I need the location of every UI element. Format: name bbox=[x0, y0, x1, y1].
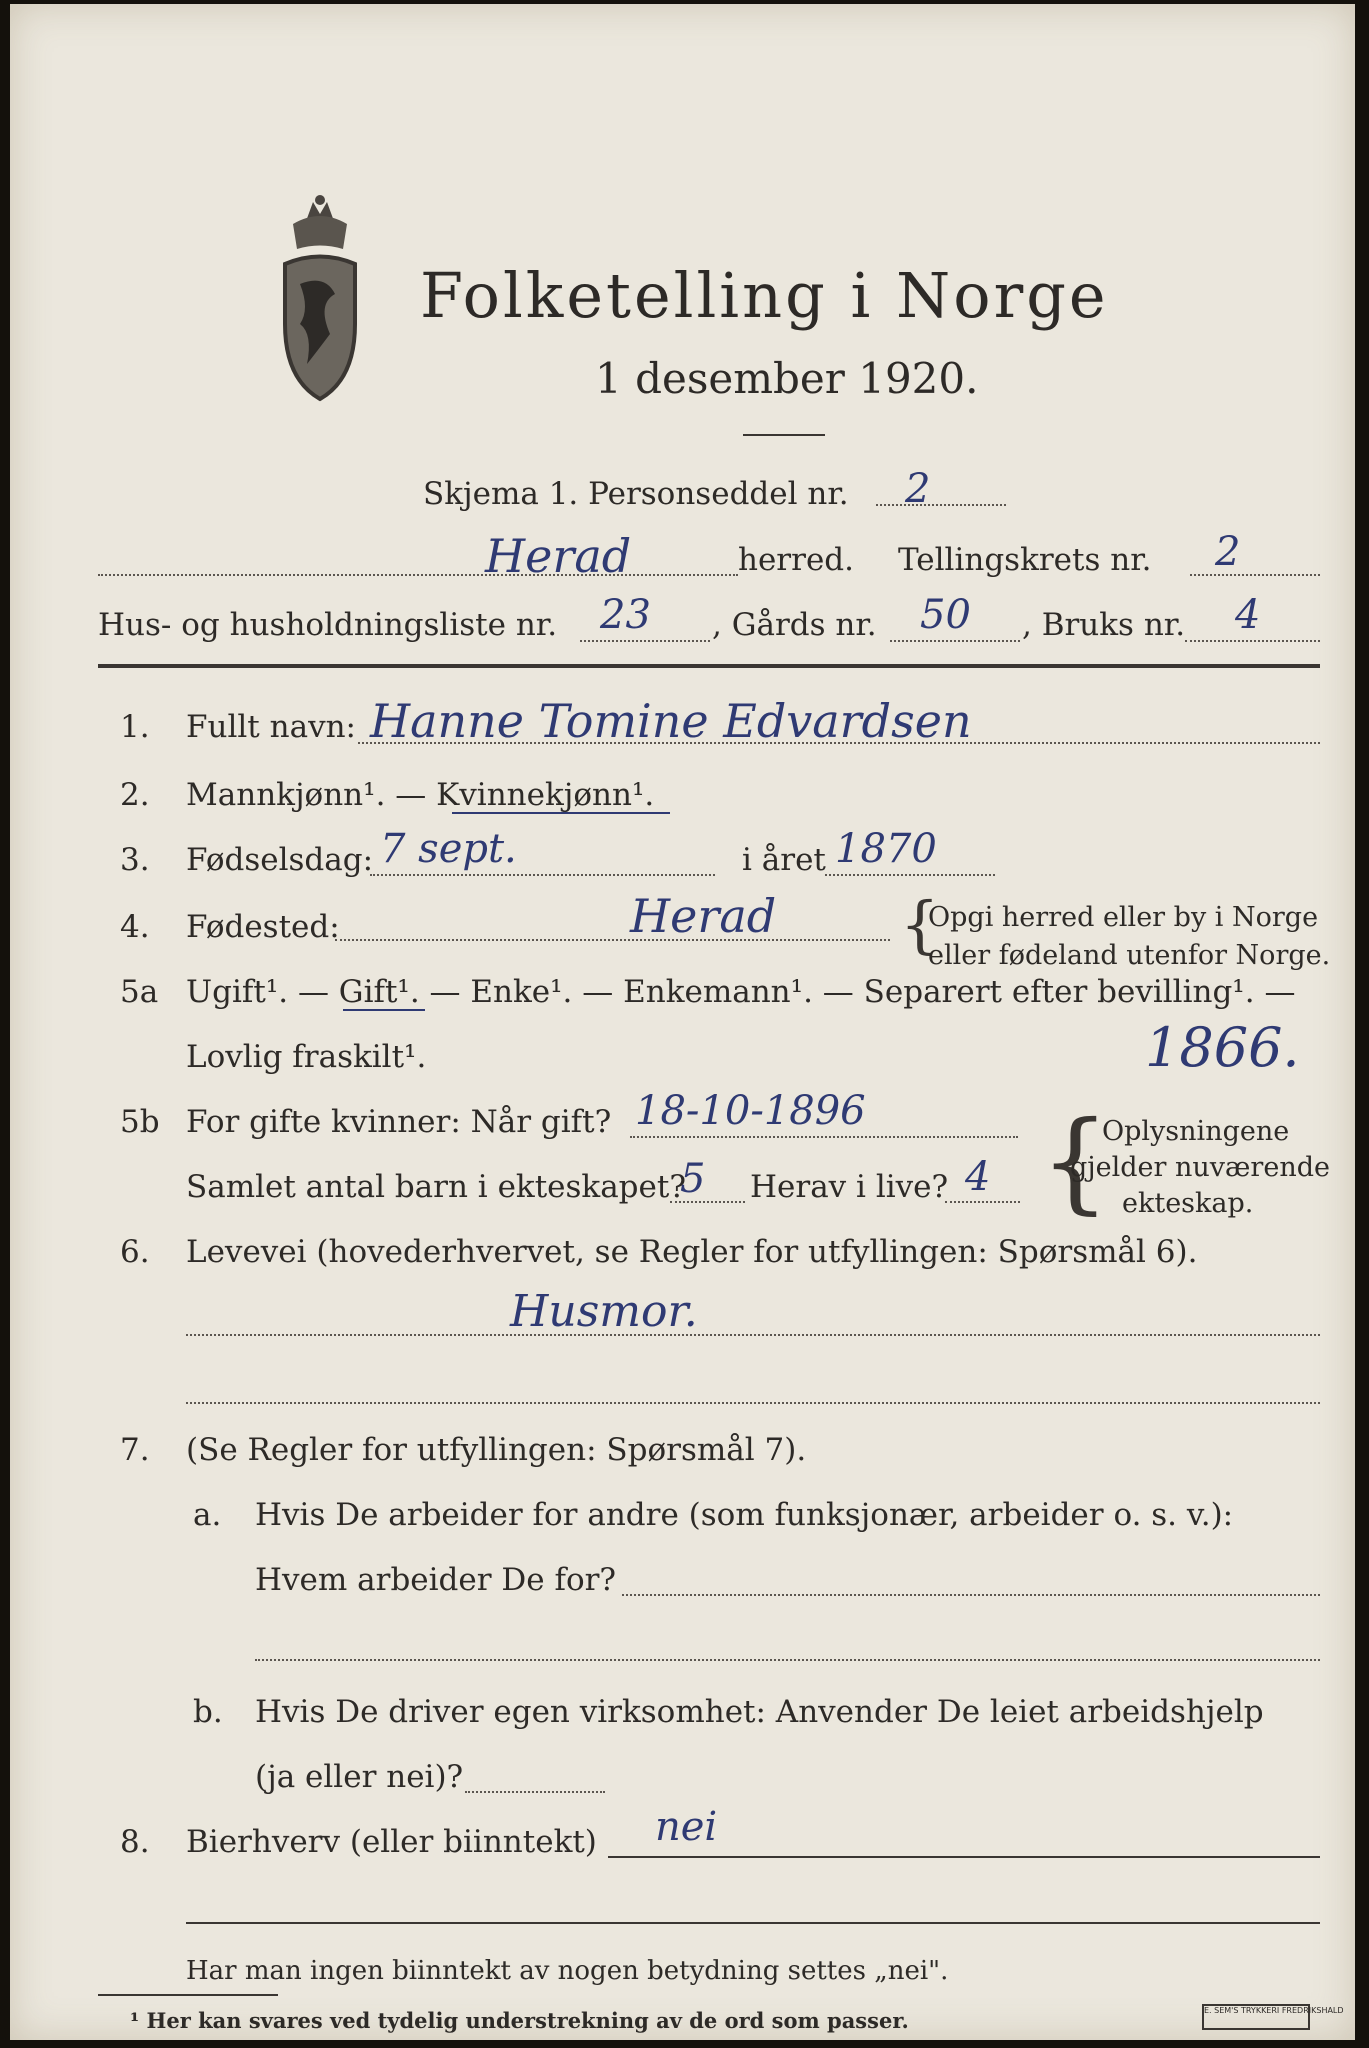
q4-number: 4. bbox=[120, 909, 150, 945]
q1-value[interactable]: Hanne Tomine Edvardsen bbox=[370, 694, 972, 748]
footnote: ¹ Her kan svares ved tydelig understrekning av de ord som passer. bbox=[130, 2008, 909, 2033]
husholdning-line bbox=[580, 640, 710, 642]
q1-label: Fullt navn: bbox=[186, 709, 356, 745]
q8-number: 8. bbox=[120, 1824, 150, 1860]
q3-year-value[interactable]: 1870 bbox=[835, 826, 937, 872]
herred-line bbox=[98, 574, 738, 576]
herred-value[interactable]: Herad bbox=[485, 529, 632, 583]
q3-year-line bbox=[825, 874, 995, 876]
husholdning-label: Hus- og husholdningsliste nr. bbox=[98, 607, 558, 643]
q5b-label: For gifte kvinner: Når gift? bbox=[186, 1104, 612, 1140]
q5b-alive-value[interactable]: 4 bbox=[965, 1154, 991, 1200]
q5a-underline bbox=[343, 1009, 425, 1011]
q8-line bbox=[608, 1856, 1320, 1858]
q5b-note-2: gjelder nuværende bbox=[1070, 1152, 1330, 1183]
q6-line-1 bbox=[186, 1334, 1320, 1336]
q8-line-2 bbox=[186, 1922, 1320, 1924]
q5a-label: Ugift¹. — Gift¹. — Enke¹. — Enkemann¹. — Separert efter bevilling¹. — bbox=[186, 974, 1296, 1010]
bruks-label: , Bruks nr. bbox=[1022, 607, 1186, 643]
q4-value[interactable]: Herad bbox=[630, 889, 777, 943]
q7b-line bbox=[465, 1791, 605, 1793]
coat-of-arms-icon bbox=[255, 194, 385, 404]
q5a-number: 5a bbox=[120, 974, 159, 1010]
census-form-page bbox=[10, 4, 1355, 2040]
q4-note-2: eller fødeland utenfor Norge. bbox=[928, 940, 1331, 971]
q2-underline bbox=[452, 812, 670, 814]
q5a-label-2: Lovlig fraskilt¹. bbox=[186, 1039, 427, 1075]
gards-label: , Gårds nr. bbox=[712, 607, 877, 643]
title-divider bbox=[743, 434, 825, 436]
q5b-note-1: Oplysningene bbox=[1102, 1116, 1290, 1147]
personseddel-value[interactable]: 2 bbox=[905, 466, 931, 512]
footnote-divider bbox=[98, 1994, 278, 1996]
q5b-married-line bbox=[630, 1136, 1018, 1138]
bruks-line bbox=[1185, 640, 1320, 642]
q7a-line-1 bbox=[622, 1594, 1320, 1596]
personseddel-line bbox=[876, 504, 1006, 506]
q5b-children-value[interactable]: 5 bbox=[680, 1156, 706, 1202]
q7b-label: Hvis De driver egen virksomhet: Anvender De leiet arbeidshjelp bbox=[255, 1694, 1264, 1730]
form-title: Folketelling i Norge bbox=[420, 259, 1109, 332]
q7a-letter: a. bbox=[193, 1497, 222, 1533]
tellingskrets-value[interactable]: 2 bbox=[1215, 529, 1241, 575]
q7a-question: Hvem arbeider De for? bbox=[255, 1562, 617, 1598]
margin-note-year: 1866. bbox=[1145, 1016, 1300, 1079]
q3-label: Fødselsdag: bbox=[186, 842, 374, 878]
q4-brace: { bbox=[900, 888, 940, 961]
q5b-children-label: Samlet antal barn i ekteskapet? bbox=[186, 1169, 686, 1205]
q8-value[interactable]: nei bbox=[655, 1804, 718, 1850]
q7-label: (Se Regler for utfyllingen: Spørsmål 7). bbox=[186, 1432, 807, 1468]
gards-value[interactable]: 50 bbox=[920, 592, 971, 638]
q7a-label: Hvis De arbeider for andre (som funksjonær, arbeider o. s. v.): bbox=[255, 1497, 1234, 1533]
q5b-alive-line bbox=[945, 1201, 1020, 1203]
q5b-alive-label: Herav i live? bbox=[750, 1169, 949, 1205]
husholdning-value[interactable]: 23 bbox=[600, 592, 651, 638]
q5b-number: 5b bbox=[120, 1104, 160, 1140]
q6-label: Levevei (hovederhvervet, se Regler for utfyllingen: Spørsmål 6). bbox=[186, 1234, 1198, 1270]
q3-number: 3. bbox=[120, 842, 150, 878]
form-date: 1 desember 1920. bbox=[595, 354, 979, 403]
schema-label: Skjema 1. Personseddel nr. bbox=[423, 476, 849, 512]
q5b-note-3: ekteskap. bbox=[1122, 1188, 1254, 1219]
tellingskrets-line bbox=[1190, 574, 1320, 576]
q3-day-line bbox=[370, 874, 715, 876]
q4-line bbox=[335, 939, 890, 941]
q7b-letter: b. bbox=[193, 1694, 223, 1730]
header-divider bbox=[98, 664, 1320, 668]
herred-label: herred. bbox=[738, 542, 854, 578]
q4-note-1: Opgi herred eller by i Norge bbox=[928, 902, 1319, 933]
q5b-married-value[interactable]: 18-10-1896 bbox=[635, 1088, 866, 1134]
q7b-question: (ja eller nei)? bbox=[255, 1759, 464, 1795]
q7a-line-2 bbox=[255, 1659, 1320, 1661]
q3-year-label: i året bbox=[742, 842, 826, 878]
q6-value[interactable]: Husmor. bbox=[510, 1286, 698, 1337]
q5b-brace: { bbox=[1040, 1097, 1110, 1225]
gards-line bbox=[890, 640, 1020, 642]
q4-label: Fødested: bbox=[186, 909, 340, 945]
q6-line-2 bbox=[186, 1402, 1320, 1404]
q6-number: 6. bbox=[120, 1234, 150, 1270]
q3-day-value[interactable]: 7 sept. bbox=[380, 826, 517, 872]
q2-label: Mannkjønn¹. — Kvinnekjønn¹. bbox=[186, 777, 655, 813]
q8-label: Bierhverv (eller biinntekt) bbox=[186, 1824, 597, 1860]
bruks-value[interactable]: 4 bbox=[1235, 592, 1261, 638]
q7-number: 7. bbox=[120, 1432, 150, 1468]
footer-note: Har man ingen biinntekt av nogen betydning settes „nei". bbox=[186, 1956, 949, 1986]
q1-number: 1. bbox=[120, 709, 150, 745]
q2-number: 2. bbox=[120, 777, 150, 813]
printer-stamp: E. SEM'S TRYKKERI FREDRIKSHALD bbox=[1202, 2004, 1310, 2030]
tellingskrets-label: Tellingskrets nr. bbox=[898, 542, 1152, 578]
